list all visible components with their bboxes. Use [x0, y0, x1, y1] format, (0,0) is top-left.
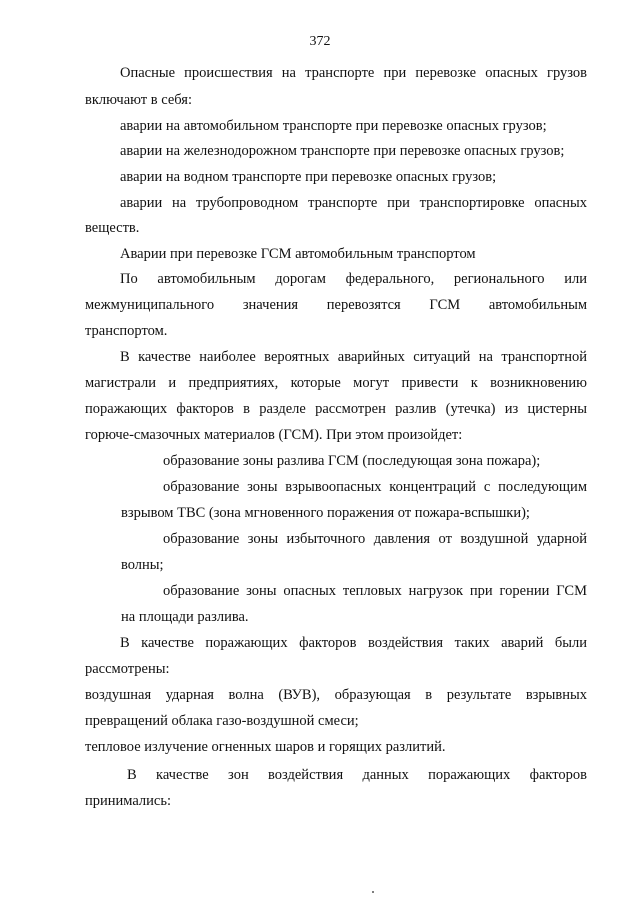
- text-line: Опасные происшествия на транспорте при перевозке опасных грузов: [120, 65, 587, 81]
- text-line: В качестве поражающих факторов воздействия таких аварий были: [120, 635, 587, 651]
- text-line: горюче-смазочных материалов (ГСМ). При этом произойдет:: [85, 427, 463, 443]
- list-item-continuation: превращений облака газо-воздушной смеси;: [85, 713, 359, 729]
- text-line: принимались:: [85, 793, 172, 809]
- text-line: поражающих факторов в разделе рассмотрен разлив (утечка) из цистерны: [85, 401, 587, 417]
- text-line: магистрали и предприятиях, которые могут привести к возникновению: [85, 375, 587, 391]
- list-item: тепловое излучение огненных шаров и горящих разлитий.: [85, 739, 446, 755]
- page-number: 372: [309, 34, 331, 49]
- text-line: веществ.: [85, 220, 140, 236]
- list-item: аварии на трубопроводном транспорте при транспортировке опасных: [120, 195, 587, 211]
- section-heading: Аварии при перевозке ГСМ автомобильным транспортом: [120, 246, 476, 262]
- list-item-continuation: взрывом ТВС (зона мгновенного поражения от пожара-вспышки);: [121, 505, 530, 521]
- list-item-continuation: на площади разлива.: [121, 609, 249, 625]
- text-line: включают в себя:: [85, 92, 192, 108]
- text-line: межмуниципального значения перевозятся ГСМ автомобильным: [85, 297, 587, 313]
- list-item-continuation: волны;: [121, 557, 164, 573]
- list-item: аварии на водном транспорте при перевозке опасных грузов;: [120, 169, 497, 185]
- text-line: По автомобильным дорогам федерального, регионального или: [120, 271, 587, 287]
- list-item: образование зоны избыточного давления от воздушной ударной: [163, 531, 587, 547]
- list-item: воздушная ударная волна (ВУВ), образующая в результате взрывных: [85, 687, 587, 703]
- text-line: транспортом.: [85, 323, 168, 339]
- list-item: образование зоны взрывоопасных концентраций с последующим: [163, 479, 587, 495]
- scan-speck: [372, 891, 374, 893]
- list-item: образование зоны разлива ГСМ (последующая зона пожара);: [163, 453, 541, 469]
- text-line: рассмотрены:: [85, 661, 170, 677]
- text-line: В качестве зон воздействия данных поражающих факторов: [127, 767, 587, 783]
- list-item: аварии на автомобильном транспорте при перевозке опасных грузов;: [120, 118, 547, 134]
- list-item: аварии на железнодорожном транспорте при перевозке опасных грузов;: [120, 143, 565, 159]
- text-line: В качестве наиболее вероятных аварийных ситуаций на транспортной: [120, 349, 587, 365]
- list-item: образование зоны опасных тепловых нагрузок при горении ГСМ: [163, 583, 587, 599]
